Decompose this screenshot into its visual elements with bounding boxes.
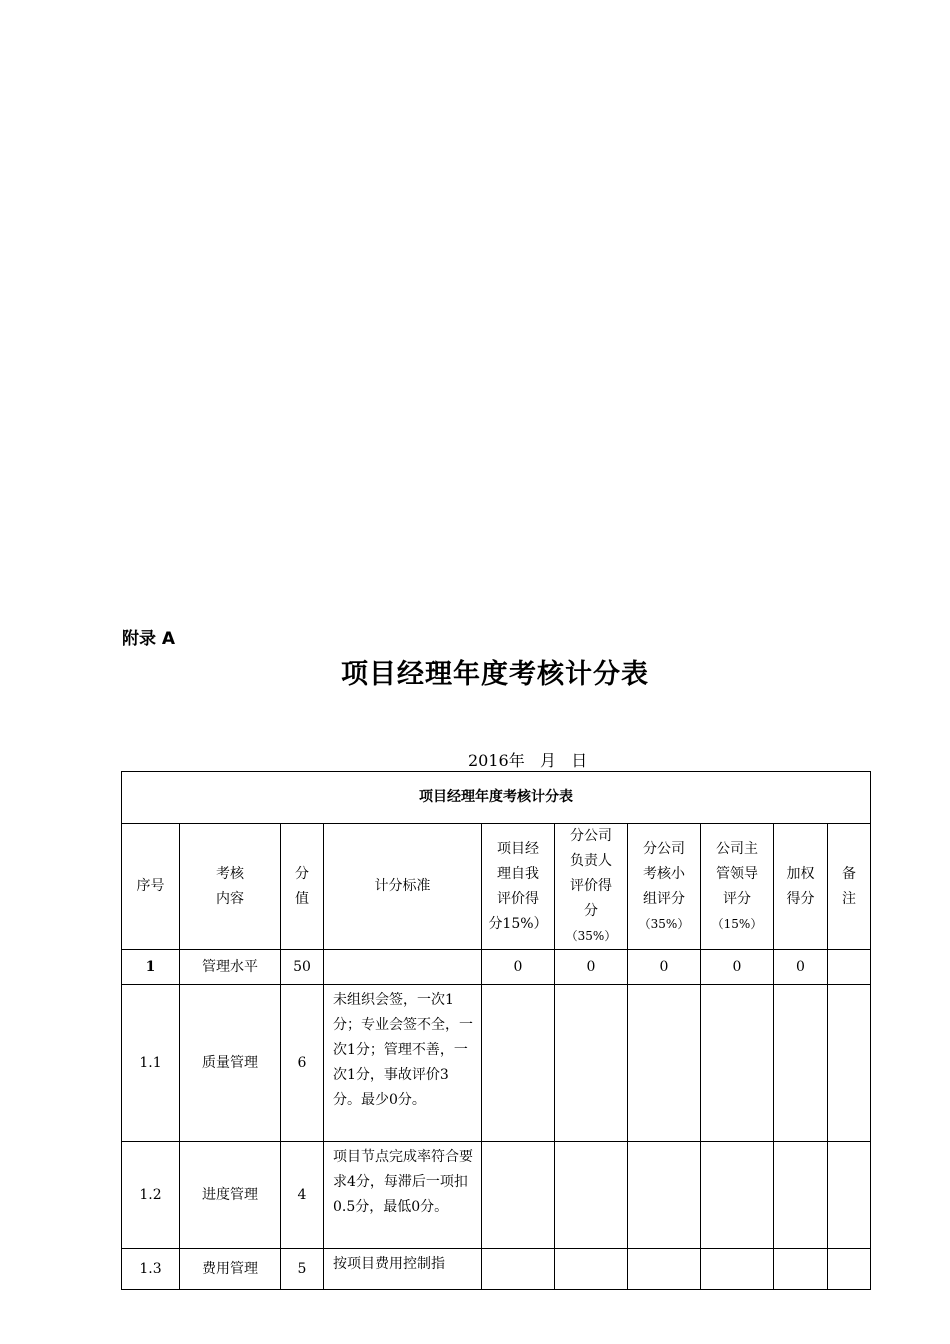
cell-note <box>828 1142 871 1249</box>
table-title: 项目经理年度考核计分表 <box>122 772 871 824</box>
header-branch-head <box>555 824 628 950</box>
cell-note <box>828 1249 871 1290</box>
header-note <box>828 824 871 950</box>
cell-standard: 未组织会签，一次1分；专业会签不全，一次1分；管理不善，一次1分，事故评价3分。最少0分。 <box>324 985 482 1142</box>
cell-content: 费用管理 <box>180 1249 281 1290</box>
table-row <box>122 950 871 985</box>
cell-branch-head <box>555 985 628 1142</box>
cell-content: 进度管理 <box>180 1142 281 1249</box>
header-branch-head-pct: （35%） <box>565 929 617 943</box>
header-row <box>122 824 871 950</box>
cell-note <box>828 985 871 1142</box>
appendix-label: 附录 A <box>122 629 176 649</box>
cell-branch-head: 0 <box>555 950 628 985</box>
header-leader-pct: （15%） <box>711 916 763 931</box>
table-row <box>122 1249 871 1290</box>
cell-weighted <box>774 985 828 1142</box>
cell-note <box>828 950 871 985</box>
cell-standard: 项目节点完成率符合要求4分，每滞后一项扣0.5分，最低0分。 <box>324 1142 482 1249</box>
cell-review-group <box>628 1142 701 1249</box>
header-score-text: 分 值 <box>295 865 309 907</box>
date-line: 2016年 月 日 <box>468 751 588 770</box>
cell-weighted: 0 <box>774 950 828 985</box>
cell-leader: 0 <box>701 950 774 985</box>
cell-review-group <box>628 985 701 1142</box>
header-review-group-text: 分公司 考核小 组评分 <box>643 840 685 907</box>
cell-branch-head <box>555 1142 628 1249</box>
header-leader <box>701 824 774 950</box>
header-note-text: 备 注 <box>842 865 856 907</box>
cell-score: 6 <box>281 985 324 1142</box>
cell-branch-head <box>555 1249 628 1290</box>
page-title: 项目经理年度考核计分表 <box>341 659 649 690</box>
cell-score: 50 <box>281 950 324 985</box>
cell-standard: 按项目费用控制指 <box>324 1249 482 1290</box>
cell-review-group <box>628 1249 701 1290</box>
cell-content: 质量管理 <box>180 985 281 1142</box>
cell-content: 管理水平 <box>180 950 281 985</box>
cell-self-eval <box>482 1249 555 1290</box>
header-score <box>281 824 324 950</box>
header-self-eval <box>482 824 555 950</box>
table-row <box>122 1142 871 1249</box>
header-review-group-pct: （35%） <box>638 916 690 931</box>
header-self-eval-text: 项目经 理自我 评价得 分15%） <box>488 840 548 932</box>
header-seq: 序号 <box>122 824 180 950</box>
table-row <box>122 985 871 1142</box>
cell-seq: 1.2 <box>122 1142 180 1249</box>
cell-weighted <box>774 1249 828 1290</box>
cell-seq: 1 <box>122 950 180 985</box>
header-content <box>180 824 281 950</box>
header-review-group <box>628 824 701 950</box>
cell-seq: 1.3 <box>122 1249 180 1290</box>
cell-score: 4 <box>281 1142 324 1249</box>
cell-self-eval <box>482 985 555 1142</box>
cell-leader <box>701 985 774 1142</box>
cell-review-group: 0 <box>628 950 701 985</box>
cell-standard <box>324 950 482 985</box>
score-table <box>121 771 871 1290</box>
header-leader-text: 公司主 管领导 评分 <box>716 840 758 907</box>
cell-self-eval <box>482 1142 555 1249</box>
cell-seq: 1.1 <box>122 985 180 1142</box>
header-standard: 计分标准 <box>324 824 482 950</box>
header-weighted-text: 加权 得分 <box>786 865 815 907</box>
cell-score: 5 <box>281 1249 324 1290</box>
cell-weighted <box>774 1142 828 1249</box>
header-weighted <box>774 824 828 950</box>
header-branch-head-text: 分公司 负责人 评价得 分 <box>570 828 612 919</box>
cell-leader <box>701 1142 774 1249</box>
cell-leader <box>701 1249 774 1290</box>
header-content-text: 考核 内容 <box>216 865 244 907</box>
cell-self-eval: 0 <box>482 950 555 985</box>
